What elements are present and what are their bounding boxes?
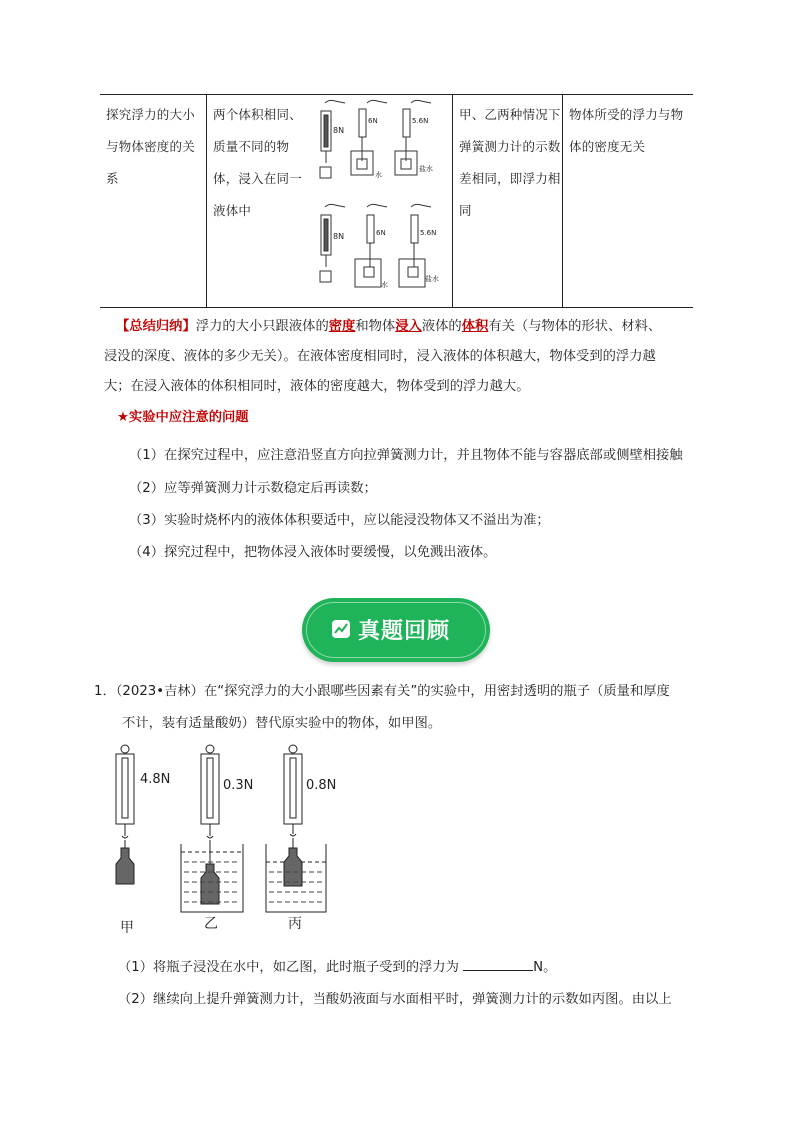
fig-bottom-reading-2: 6N xyxy=(376,229,386,237)
sub-question-1 xyxy=(118,956,556,975)
sub-question-2: （2）继续向上提升弹簧测力计，当酸奶液面与水面相平时，弹簧测力计的示数如丙图。由以上 xyxy=(118,992,672,1007)
fig-top-liquid-1: 水 xyxy=(375,171,382,179)
fig-top-reading-2: 6N xyxy=(368,117,378,125)
note-item-4: （4）探究过程中，把物体浸入液体时要缓慢，以免溅出液体。 xyxy=(129,545,497,560)
summary-line-3: 大；在浸入液体的体积相同时，液体的密度越大，物体受到的浮力越大。 xyxy=(104,379,530,394)
reading-yi: 0.3N xyxy=(223,778,254,793)
section-banner xyxy=(302,598,490,662)
table-cell-method xyxy=(206,95,453,307)
summary-bracket: 【总结归纳】 xyxy=(116,319,196,334)
cell-topic-text: 探究浮力的大小与物体密度的关系 xyxy=(106,107,195,186)
summary-intro: 浮力的大小只跟液体的 xyxy=(195,319,329,334)
cell-observation-text: 甲、乙两种情况下弹簧测力计的示数差相同，即浮力相同 xyxy=(459,107,561,218)
fig-top-reading-3: 5.6N xyxy=(412,117,429,125)
question-figure xyxy=(106,744,366,944)
question-line-2: 不计，装有适量酸奶）替代原实验中的物体，如甲图。 xyxy=(122,716,442,731)
spring-scale-figure-top xyxy=(311,97,451,187)
note-item-3: （3）实验时烧杯内的液体体积要适中，应以能浸没物体又不溢出为准； xyxy=(129,513,550,528)
summary-line1-end: 有关（与物体的形状、材料、 xyxy=(488,319,662,334)
spring-scale-figure-bottom xyxy=(311,201,451,301)
note-item-1: （1）在探究过程中，应注意沿竖直方向拉弹簧测力计，并且物体不能与容器底部或侧壁相接触 xyxy=(129,448,683,463)
label-bing: 丙 xyxy=(288,916,302,932)
label-jia: 甲 xyxy=(120,920,134,936)
table-cell-observation xyxy=(452,95,563,307)
sub-question-1-unit: N。 xyxy=(533,960,557,975)
fig-bottom-liquid-1: 水 xyxy=(381,281,388,289)
keyword-volume: 体积 xyxy=(461,319,489,334)
summary-mid2: 液体的 xyxy=(421,319,462,334)
summary-line-2: 浸没的深度、液体的多少无关）。在液体密度相同时，浸入液体的体积越大，物体受到的浮力越 xyxy=(104,349,656,364)
summary-line-1 xyxy=(116,312,706,342)
fig-bottom-liquid-2: 盐水 xyxy=(425,275,439,283)
keyword-immersed: 浸入 xyxy=(395,319,422,334)
fig-bottom-reading-3: 5.6N xyxy=(420,229,437,237)
note-item-2: （2）应等弹簧测力计示数稳定后再读数； xyxy=(129,481,377,496)
notes-title: ★实验中应注意的问题 xyxy=(117,410,249,425)
keyword-density: 密度 xyxy=(328,319,356,334)
label-yi: 乙 xyxy=(204,916,218,932)
cell-conclusion-text: 物体所受的浮力与物体的密度无关 xyxy=(569,107,684,154)
reading-jia: 4.8N xyxy=(140,772,171,787)
fig-bottom-reading-1: 8N xyxy=(333,232,345,241)
experiment-table xyxy=(100,94,693,308)
summary-mid1: 和物体 xyxy=(355,319,396,334)
chart-icon xyxy=(332,620,350,638)
sub-question-1-text: （1）将瓶子浸没在水中，如乙图，此时瓶子受到的浮力为 xyxy=(118,960,459,975)
banner-label: 真题回顾 xyxy=(358,619,451,644)
answer-blank[interactable] xyxy=(463,958,533,971)
cell-method-text: 两个体积相同、质量不同的物体，浸入在同一液体中 xyxy=(213,107,302,218)
reading-bing: 0.8N xyxy=(306,778,337,793)
fig-top-liquid-2: 盐水 xyxy=(419,165,433,173)
table-cell-topic xyxy=(100,95,206,307)
question-line-1: 1．（2023•吉林）在“探究浮力的大小跟哪些因素有关”的实验中，用密封透明的瓶子（质量和厚度 xyxy=(94,684,670,699)
table-cell-conclusion xyxy=(562,95,694,307)
fig-top-reading-1: 8N xyxy=(333,126,345,135)
chart-icon-svg xyxy=(332,620,350,638)
